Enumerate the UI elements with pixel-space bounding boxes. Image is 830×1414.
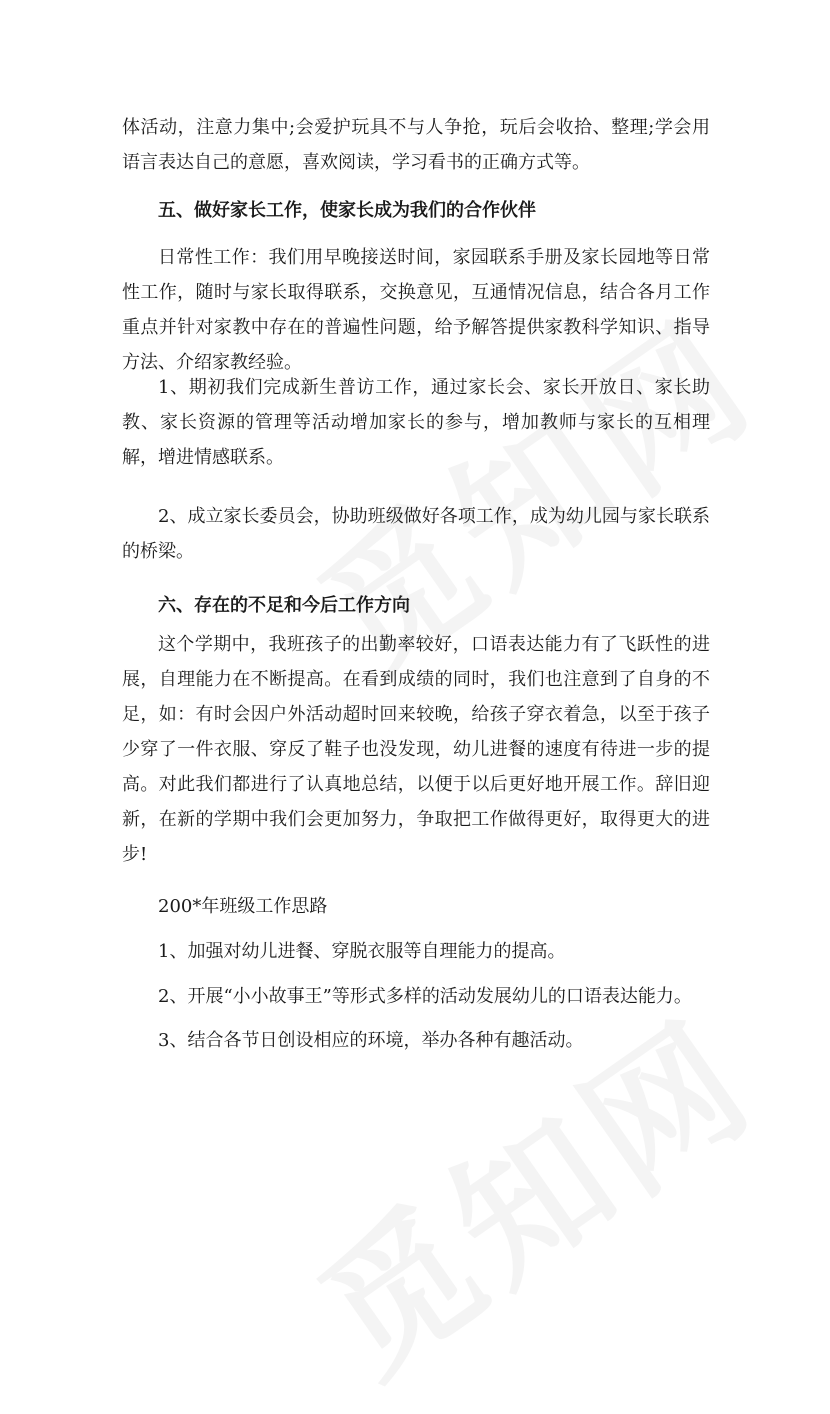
paragraph-subtitle: 200*年班级工作思路 — [158, 896, 328, 917]
list-item: 2、开展“小小故事王”等形式多样的活动发展幼儿的口语表达能力。 — [158, 986, 692, 1007]
paragraph-body: 2、成立家长委员会，协助班级做好各项工作，成为幼儿园与家长联系的桥梁。 — [122, 506, 710, 562]
paragraph-body: 这个学期中，我班孩子的出勤率较好，口语表达能力有了飞跃性的进展，自理能力在不断提高。在看到成绩的同时，我们也注意到了自身的不足，如：有时会因户外活动超时回来较晚，给孩子穿衣着急，以至于孩子少穿了一件衣服、穿反了鞋子也没发现，幼儿进餐的速度有待进一步的提高。对此我们都进行了认真地总结，以便于以后更好地开展工作。辞旧迎新，在新的学期中我们会更加努力，争取把工作做得更好，取得更大的进步! — [122, 634, 710, 865]
paragraph-body: 日常性工作：我们用早晚接送时间，家园联系手册及家长园地等日常性工作，随时与家长取得联系，交换意见，互通情况信息，结合各月工作重点并针对家教中存在的普遍性问题，给予解答提供家教科学知识、指导方法、介绍家教经验。 — [122, 247, 710, 373]
paragraph-body: 体活动，注意力集中;会爱护玩具不与人争抢，玩后会收拾、整理;学会用语言表达自己的意愿，喜欢阅读，学习看书的正确方式等。 — [122, 117, 710, 173]
paragraph-body: 1、期初我们完成新生普访工作，通过家长会、家长开放日、家长助教、家长资源的管理等活动增加家长的参与，增加教师与家长的互相理解，增进情感联系。 — [122, 377, 710, 468]
section-heading-5: 五、做好家长工作，使家长成为我们的合作伙伴 — [158, 200, 536, 221]
list-item: 1、加强对幼儿进餐、穿脱衣服等自理能力的提高。 — [158, 941, 566, 962]
list-item: 3、结合各节日创设相应的环境，举办各种有趣活动。 — [158, 1030, 584, 1051]
section-heading-6: 六、存在的不足和今后工作方向 — [158, 595, 410, 616]
